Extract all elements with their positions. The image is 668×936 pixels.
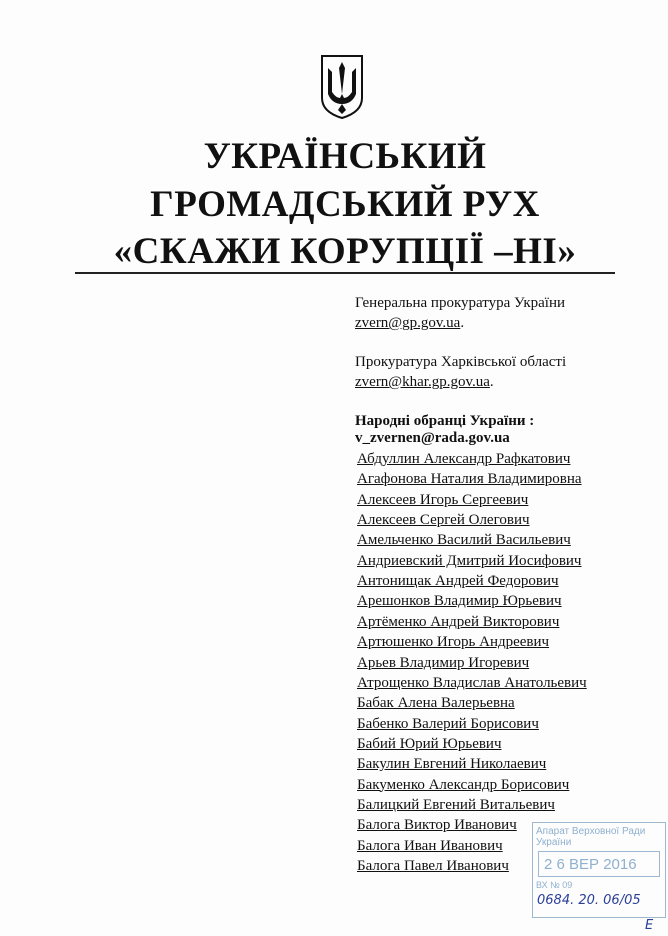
title-line-3: «СКАЖИ КОРУПЦІЇ –НІ» bbox=[113, 231, 577, 272]
title-line-2: ГРОМАДСЬКИЙ РУХ bbox=[150, 184, 540, 225]
punctuation: . bbox=[489, 374, 494, 390]
deputy-list-item[interactable]: Арьев Владимир Игоревич bbox=[357, 654, 530, 671]
deputy-list-item[interactable]: Бакуменко Александр Борисович bbox=[357, 776, 570, 793]
deputy-list-item[interactable]: Агафонова Наталия Владимировна bbox=[357, 471, 582, 488]
deputy-list-item[interactable]: Арешонков Владимир Юрьевич bbox=[357, 593, 562, 610]
deputy-list-item[interactable]: Бабак Алена Валерьевна bbox=[357, 695, 515, 712]
recipient-khar-email-line bbox=[355, 375, 494, 390]
recipient-gp-name: Генеральна прокуратура України bbox=[355, 295, 566, 311]
trident-emblem-icon bbox=[320, 54, 364, 120]
recipient-gp-email[interactable]: zvern@gp.gov.ua bbox=[355, 315, 461, 331]
stamp-date: 2 6 ВЕР 2016 bbox=[544, 856, 637, 873]
stamp-number-label: ВХ № 09 bbox=[536, 880, 573, 890]
handwritten-number: 0684. 20. 06/05 bbox=[537, 893, 641, 908]
deputy-list-item[interactable]: Балога Павел Иванович bbox=[357, 858, 509, 874]
stamp-org: Апарат Верховної Ради України bbox=[536, 826, 646, 848]
deputy-list-item[interactable]: Бабенко Валерий Борисович bbox=[357, 715, 539, 732]
handwritten-initial: Е bbox=[645, 918, 654, 933]
deputy-list-item[interactable]: Амельченко Василий Васильевич bbox=[357, 532, 571, 549]
punctuation: . bbox=[460, 315, 465, 331]
stamp-date-box bbox=[538, 851, 660, 877]
recipient-khar-name: Прокуратура Харківської області bbox=[355, 354, 567, 370]
header-divider bbox=[75, 272, 615, 274]
deputy-list-item[interactable]: Бабий Юрий Юрьевич bbox=[357, 735, 502, 752]
deputy-list-item[interactable]: Балога Иван Иванович bbox=[357, 837, 503, 854]
title-line-1: УКРАЇНСЬКИЙ bbox=[203, 136, 487, 177]
deputy-list-item[interactable]: Артюшенко Игорь Андреевич bbox=[357, 634, 550, 651]
deputy-list-item[interactable]: Андриевский Дмитрий Иосифович bbox=[357, 552, 582, 569]
deputy-list-item[interactable]: Атрощенко Владислав Анатольевич bbox=[357, 674, 587, 691]
recipient-khar-email[interactable]: zvern@khar.gp.gov.ua bbox=[355, 374, 490, 390]
deputy-list-item[interactable]: Абдуллин Александр Рафкатович bbox=[357, 451, 571, 467]
deputy-list-item[interactable]: Бакулин Евгений Николаевич bbox=[357, 756, 547, 773]
deputy-list-item[interactable]: Артёменко Андрей Викторович bbox=[357, 613, 560, 630]
recipient-rada-email[interactable]: v_zvernen@rada.gov.ua bbox=[355, 430, 510, 446]
deputy-list-item[interactable]: Антонищак Андрей Федорович bbox=[357, 573, 559, 590]
deputy-list-item[interactable]: Балога Виктор Иванович bbox=[357, 817, 517, 834]
recipient-rada-name: Народні обранці України : bbox=[355, 413, 535, 429]
deputy-list-item[interactable]: Алексеев Сергей Олегович bbox=[357, 512, 530, 529]
deputy-list-item[interactable]: Алексеев Игорь Сергеевич bbox=[357, 491, 529, 508]
recipient-gp-email-line bbox=[355, 316, 464, 331]
deputy-list-item[interactable]: Балицкий Евгений Витальевич bbox=[357, 796, 555, 813]
